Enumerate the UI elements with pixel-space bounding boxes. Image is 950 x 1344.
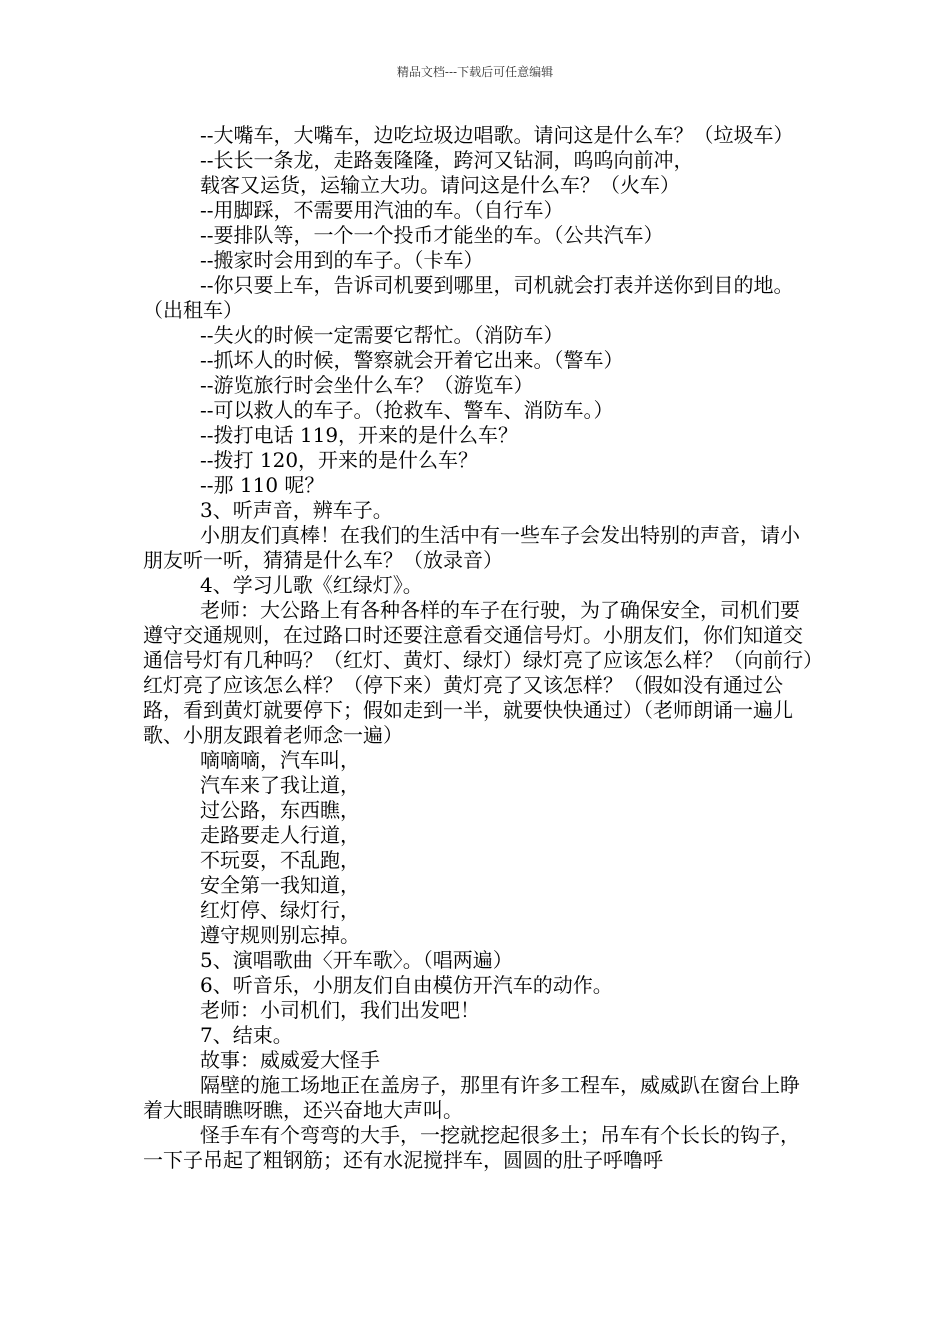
paragraph: 安全第一我知道， [200, 873, 360, 897]
paragraph: 老师：大公路上有各种各样的车子在行驶，为了确保安全，司机们要遵守交通规则，在过路口时还要注意看交通信号灯。小朋友们，你们知道交通信号灯有几种吗？（红灯、黄灯、绿灯）绿灯亮了应该怎么样？（向前行）红灯亮了应该怎么样？（停下来）黄灯亮了又该怎样？（假如没有通过公路，看到黄灯就要停下；假如走到一半，就要快快通过）（老师朗诵一遍儿歌、小朋友跟着老师念一遍） [143, 598, 813, 747]
paragraph: --抓坏人的时候，警察就会开着它出来。（警车） [200, 348, 624, 372]
paragraph: 怪手车有个弯弯的大手，一挖就挖起很多土；吊车有个长长的钩子，一下子吊起了粗钢筋；还有水泥搅拌车，圆圆的肚子呼噜呼 [143, 1123, 800, 1172]
paragraph: --大嘴车，大嘴车，边吃垃圾边唱歌。请问这是什么车？（垃圾车） [200, 123, 794, 147]
paragraph: 汽车来了我让道， [200, 773, 360, 797]
paragraph: 遵守规则别忘掉。 [200, 923, 360, 947]
paragraph: 老师：小司机们，我们出发吧！ [200, 998, 480, 1022]
paragraph: 过公路，东西瞧， [200, 798, 360, 822]
paragraph: 6、听音乐，小朋友们自由模仿开汽车的动作。 [200, 973, 613, 997]
paragraph: 4、学习儿歌《红绿灯》。 [200, 573, 423, 597]
paragraph: 5、演唱歌曲〈开车歌〉。（唱两遍） [200, 948, 513, 972]
paragraph: --那 110 呢？ [200, 473, 325, 497]
paragraph: 载客又运货，运输立大功。请问这是什么车？（火车） [200, 173, 680, 197]
paragraph: 故事：威威爱大怪手 [200, 1048, 380, 1072]
paragraph: 3、听声音，辨车子。 [200, 498, 393, 522]
paragraph: 走路要走人行道， [200, 823, 360, 847]
paragraph: 嘀嘀嘀，汽车叫， [200, 748, 360, 772]
paragraph: --用脚踩，不需要用汽油的车。（自行车） [200, 198, 564, 222]
paragraph: 7、结束。 [200, 1023, 293, 1047]
paragraph: 不玩耍，不乱跑， [200, 848, 360, 872]
paragraph: --拨打电话 119，开来的是什么车？ [200, 423, 519, 447]
paragraph: 小朋友们真棒！在我们的生活中有一些车子会发出特别的声音，请小朋友听一听，猜猜是什么车？（放录音） [143, 523, 800, 572]
paragraph: --游览旅行时会坐什么车？（游览车） [200, 373, 534, 397]
paragraph: --搬家时会用到的车子。（卡车） [200, 248, 484, 272]
paragraph: --长长一条龙，走路轰隆隆，跨河又钻洞，呜呜向前冲， [200, 148, 694, 172]
paragraph: --拨打 120，开来的是什么车？ [200, 448, 479, 472]
paragraph: 红灯停、绿灯行， [200, 898, 360, 922]
page-header: 精品文档---下载后可任意编辑 [396, 65, 554, 79]
paragraph: --失火的时候一定需要它帮忙。（消防车） [200, 323, 564, 347]
paragraph: 隔壁的施工场地正在盖房子，那里有许多工程车，威威趴在窗台上睁着大眼睛瞧呀瞧，还兴奋地大声叫。 [143, 1073, 800, 1122]
paragraph: --你只要上车，告诉司机要到哪里，司机就会打表并送你到目的地。（出租车） [143, 273, 794, 322]
paragraph: --可以救人的车子。（抢救车、警车、消防车。） [200, 398, 614, 422]
document-body [143, 123, 815, 1173]
paragraph: --要排队等，一个一个投币才能坐的车。（公共汽车） [200, 223, 664, 247]
